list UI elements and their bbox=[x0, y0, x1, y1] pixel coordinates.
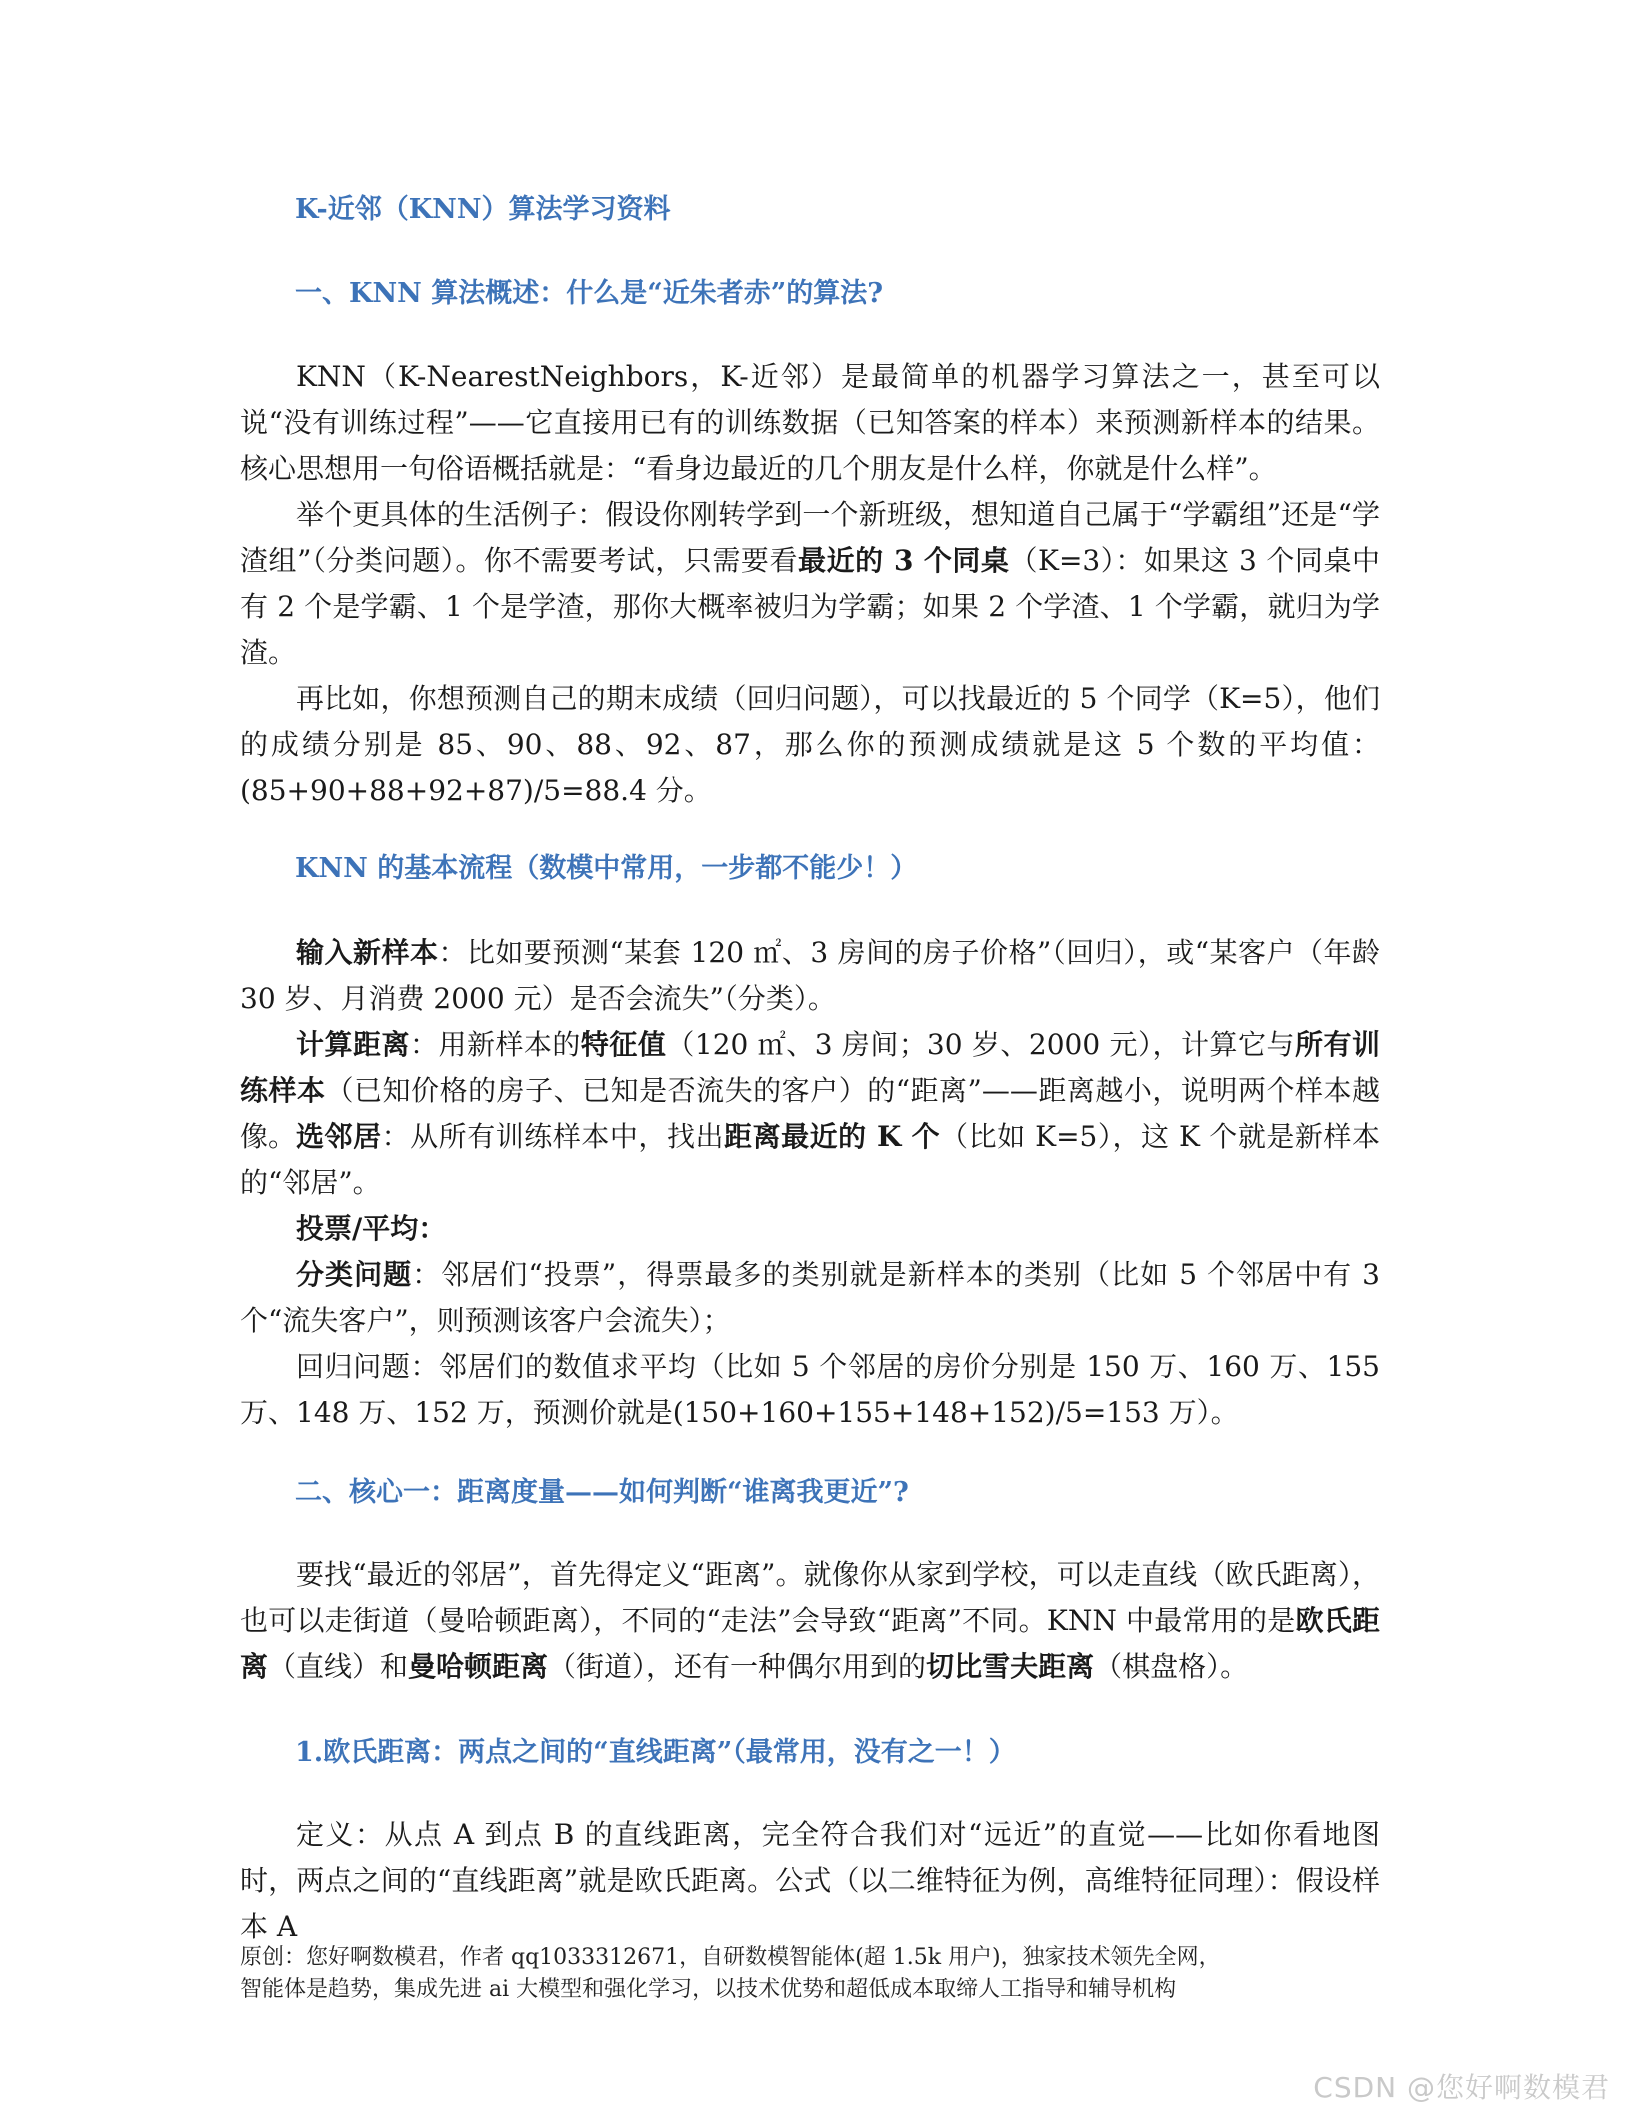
doc-title: K-近邻（KNN）算法学习资料 bbox=[295, 194, 671, 225]
flow-classification: 分类问题：邻居们“投票”，得票最多的类别就是新样本的类别（比如 5 个邻居中有 3 个“流失客户”，则预测该客户会流失）； bbox=[240, 1258, 1380, 1337]
section1-para-1: KNN（K-NearestNeighbors，K-近邻）是最简单的机器学习算法之一，甚至可以说“没有训练过程”——它直接用已有的训练数据（已知答案的样本）来预测新样本的结果。核心思想用一句俗语概括就是：“看身边最近的几个朋友是什么样，你就是什么样”。 bbox=[240, 360, 1380, 485]
euclid-heading: 1.欧氏距离：两点之间的“直线距离”（最常用，没有之一！） bbox=[295, 1737, 1016, 1768]
flow-heading: KNN 的基本流程（数模中常用，一步都不能少！） bbox=[295, 853, 918, 884]
flow-regression: 回归问题：邻居们的数值求平均（比如 5 个邻居的房价分别是 150 万、160 万、155 万、148 万、152 万，预测价就是(150+160+155+148+152)/5=153 万）。 bbox=[240, 1350, 1380, 1429]
section2-heading: 二、核心一：距离度量——如何判断“谁离我更近”? bbox=[295, 1477, 909, 1508]
section1-heading: 一、KNN 算法概述：什么是“近朱者赤”的算法? bbox=[295, 278, 884, 309]
csdn-watermark: CSDN @您好啊数模君 bbox=[1313, 2071, 1610, 2104]
flow-step-vote: 投票/平均： bbox=[296, 1212, 447, 1245]
flow-step-distance: 计算距离：用新样本的特征值（120 ㎡、3 房间；30 岁、2000 元），计算它与所有训练样本（已知价格的房子、已知是否流失的客户）的“距离”——距离越小，说明两个样本越像。 bbox=[240, 1028, 1380, 1153]
section2-para: 要找“最近的邻居”，首先得定义“距离”。就像你从家到学校，可以走直线（欧氏距离），也可以走街道（曼哈顿距离），不同的“走法”会导致“距离”不同。KNN 中最常用的是欧氏距离（直线）和曼哈顿距离（街道），还有一种偶尔用到的切比雪夫距离（棋盘格）。 bbox=[240, 1558, 1380, 1683]
footer-line-2: 智能体是趋势，集成先进 ai 大模型和强化学习，以技术优势和超低成本取缔人工指导和辅导机构 bbox=[240, 1977, 1177, 2002]
flow-step-neighbors: 选邻居：从所有训练样本中，找出距离最近的 K 个（比如 K=5），这 K 个就是新样本的“邻居”。 bbox=[240, 1120, 1380, 1199]
footer bbox=[240, 1942, 1360, 2006]
flow-step-input: 输入新样本：比如要预测“某套 120 ㎡、3 房间的房子价格”（回归），或“某客户（年龄 30 岁、月消费 2000 元）是否会流失”（分类）。 bbox=[240, 936, 1380, 1015]
euclid-para: 定义：从点 A 到点 B 的直线距离，完全符合我们对“远近”的直觉——比如你看地图时，两点之间的“直线距离”就是欧氏距离。公式（以二维特征为例，高维特征同理）：假设样本 A bbox=[240, 1818, 1380, 1943]
section1-para-3: 再比如，你想预测自己的期末成绩（回归问题），可以找最近的 5 个同学（K=5），他们的成绩分别是 85、90、88、92、87，那么你的预测成绩就是这 5 个数的平均值：(85+90+88+92+87)/5=88.4 分。 bbox=[240, 682, 1380, 807]
footer-line-1: 原创：您好啊数模君，作者 qq1033312671，自研数模智能体(超 1.5k 用户)，独家技术领先全网， bbox=[240, 1945, 1221, 1970]
section1-para-2: 举个更具体的生活例子：假设你刚转学到一个新班级，想知道自己属于“学霸组”还是“学渣组”（分类问题）。你不需要考试，只需要看最近的 3 个同桌（K=3）：如果这 3 个同桌中有 2 个是学霸、1 个是学渣，那你大概率被归为学霸；如果 2 个学渣、1 个学霸，就归为学渣。 bbox=[240, 498, 1381, 669]
